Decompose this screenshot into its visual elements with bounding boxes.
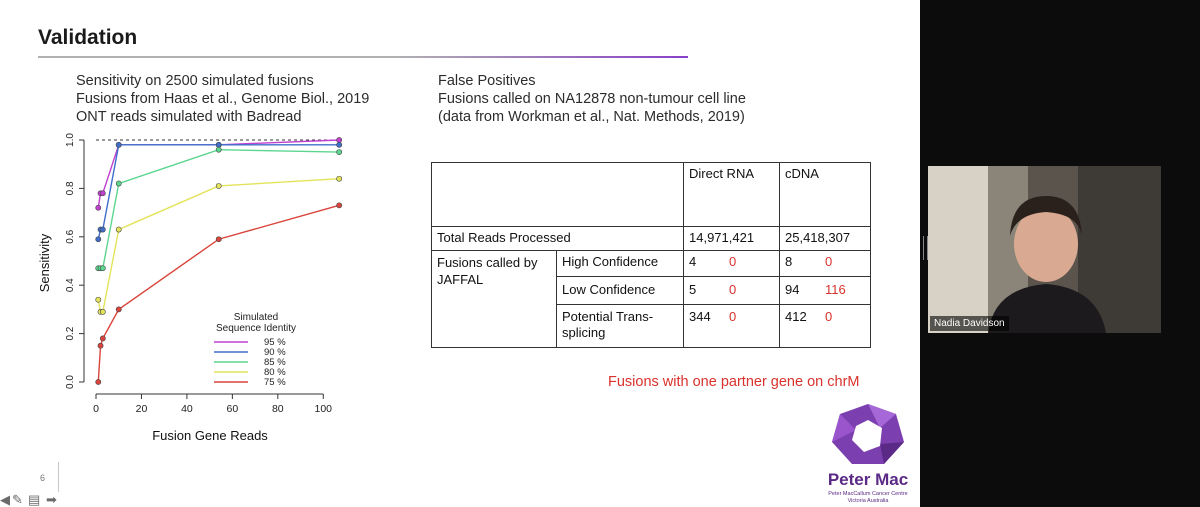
total-reads-cdna: 25,418,307: [780, 227, 871, 251]
table-cell: 94 116: [780, 277, 870, 305]
table-row: [432, 251, 871, 348]
table-row-total: [432, 227, 871, 251]
data-point: [100, 227, 105, 232]
logo-name: Peter Mac: [827, 470, 909, 489]
y-tick-label: 0.8: [65, 181, 76, 196]
data-point: [116, 307, 121, 312]
confidence-label-high: High Confidence: [557, 251, 683, 277]
fusions-label-line2: JAFFAL: [437, 272, 484, 287]
slide-title: Validation: [38, 26, 138, 49]
participant-video-icon: [928, 166, 1161, 333]
x-axis-label: Fusion Gene Reads: [152, 428, 268, 443]
data-point: [96, 205, 101, 210]
logo-subtitle-line2: Victoria Australia: [847, 497, 889, 504]
table-cell: 344 0: [689, 309, 737, 324]
transsplicing-line2: splicing: [562, 325, 606, 340]
table-header-row: [432, 163, 871, 227]
legend-label: 80 %: [264, 367, 286, 378]
transsplicing-line1: Potential Trans-: [562, 309, 654, 324]
fusions-label-line1: Fusions called by: [437, 255, 538, 270]
cdna-values: [780, 251, 871, 348]
header-cdna: cDNA: [780, 163, 871, 227]
data-point: [100, 266, 105, 271]
confidence-labels: [556, 251, 683, 347]
data-point: [116, 181, 121, 186]
table-cell: 4 0: [684, 251, 779, 277]
y-tick-label: 0.0: [65, 375, 76, 389]
data-point: [98, 343, 103, 348]
data-point: [216, 142, 221, 147]
fp-source: (data from Workman et al., Nat. Methods, 2019): [438, 109, 745, 125]
x-tick-label: 0: [93, 403, 99, 415]
sensitivity-heading: Sensitivity on 2500 simulated fusions: [76, 73, 314, 89]
fp-heading: False Positives: [438, 73, 536, 89]
data-point: [116, 227, 121, 232]
series-line: [98, 205, 339, 382]
false-positives-table: [431, 162, 871, 348]
data-point: [337, 176, 342, 181]
legend-label: 90 %: [264, 347, 286, 358]
data-point: [337, 203, 342, 208]
title-underline: [38, 56, 688, 58]
participant-video-tile[interactable]: [928, 166, 1161, 333]
confidence-label-low: Low Confidence: [557, 277, 683, 305]
peter-mac-logo: [822, 402, 914, 504]
sensitivity-description: [76, 72, 369, 126]
false-positive-description: [438, 72, 746, 126]
x-tick-label: 20: [135, 403, 148, 415]
legend-subtitle: Sequence Identity: [215, 323, 297, 334]
data-point: [96, 297, 101, 302]
participant-name-label: Nadia Davidson: [930, 316, 1009, 331]
y-tick-label: 0.2: [65, 326, 76, 341]
data-point: [116, 142, 121, 147]
logo-mark-icon: [822, 402, 914, 468]
fp-cell-line: Fusions called on NA12878 non-tumour cell line: [438, 91, 746, 107]
direct-values: [684, 251, 780, 348]
fusions-called-label: [432, 251, 556, 347]
sensitivity-chart: [30, 128, 350, 450]
legend-label: 95 %: [264, 337, 286, 348]
slideshow-toolbar: [0, 492, 70, 507]
y-tick-label: 0.4: [65, 278, 76, 293]
total-reads-label: Total Reads Processed: [432, 227, 684, 251]
series-line: [98, 150, 339, 269]
page-divider: [58, 462, 59, 492]
legend-label: 75 %: [264, 377, 286, 388]
y-tick-label: 0.6: [65, 229, 76, 244]
chrm-footnote: Fusions with one partner gene on chrM: [608, 374, 860, 390]
data-point: [337, 137, 342, 142]
sensitivity-method: ONT reads simulated with Badread: [76, 109, 302, 125]
data-point: [96, 237, 101, 242]
data-point: [216, 147, 221, 152]
table-cell: 8 0: [780, 251, 870, 277]
series-line: [98, 179, 339, 312]
data-point: [216, 183, 221, 188]
y-tick-label: 1.0: [65, 133, 76, 147]
data-point: [100, 309, 105, 314]
series-line: [98, 145, 339, 239]
total-reads-direct: 14,971,421: [684, 227, 780, 251]
confidence-label-transsplicing: [557, 305, 683, 347]
previous-slide-icon[interactable]: ◀: [0, 492, 10, 507]
logo-subtitle: [822, 491, 914, 504]
pen-icon[interactable]: ✎: [12, 492, 23, 507]
table-corner-cell: [432, 163, 684, 227]
legend-label: 85 %: [264, 357, 286, 368]
page-number: 6: [40, 473, 46, 483]
header-direct-rna: Direct RNA: [684, 163, 780, 227]
data-point: [337, 150, 342, 155]
slides-grid-icon[interactable]: ▤: [28, 492, 41, 507]
data-point: [337, 142, 342, 147]
y-axis-label: Sensitivity: [37, 233, 52, 293]
table-cell: 412 0: [785, 309, 833, 324]
x-tick-label: 100: [314, 403, 333, 415]
x-tick-label: 40: [181, 403, 193, 415]
data-point: [216, 237, 221, 242]
sensitivity-source: Fusions from Haas et al., Genome Biol., 2019: [76, 91, 370, 107]
x-tick-label: 60: [226, 403, 239, 415]
table-cell: 5 0: [684, 277, 779, 305]
logo-subtitle-line1: Peter MacCallum Cancer Centre: [828, 491, 908, 497]
legend-title: Simulated: [233, 312, 279, 323]
data-point: [100, 191, 105, 196]
data-point: [96, 379, 101, 384]
data-point: [100, 336, 105, 341]
x-tick-label: 80: [271, 403, 284, 415]
fusions-called-cell: [432, 251, 684, 348]
next-slide-icon[interactable]: ➡: [46, 492, 57, 507]
